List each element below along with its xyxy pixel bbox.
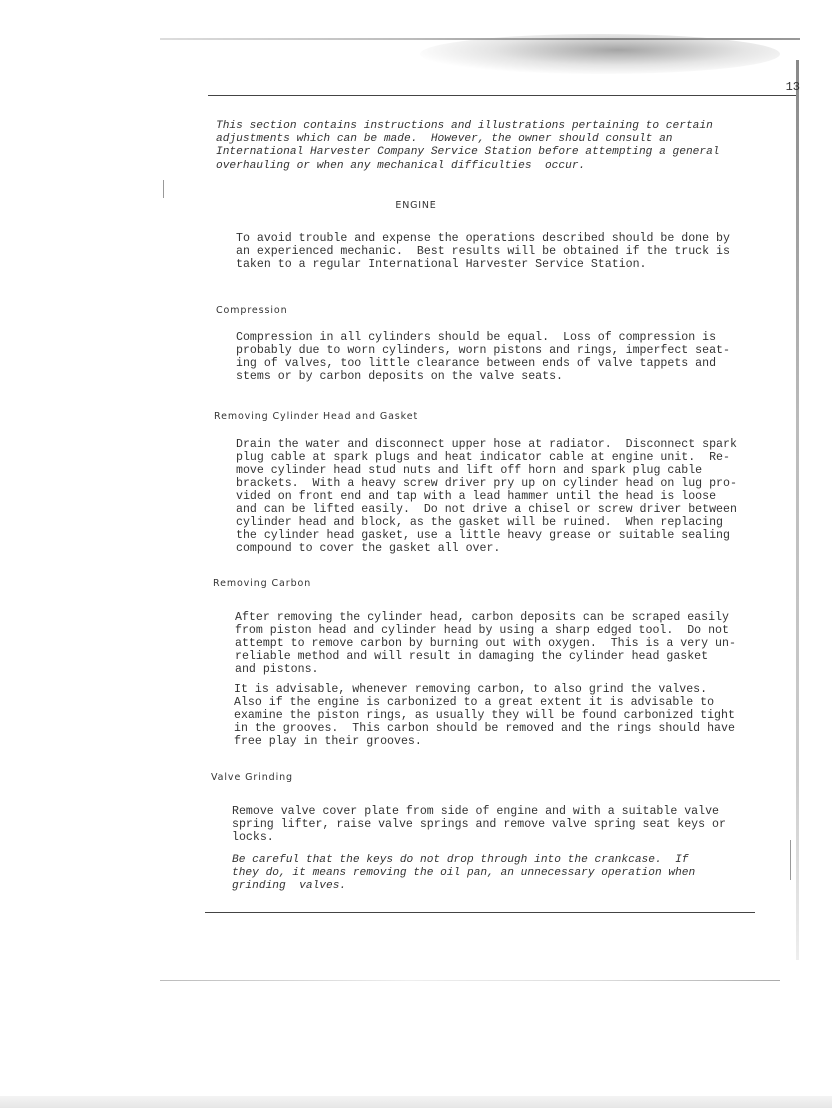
cylinder-head-heading: Removing Cylinder Head and Gasket (214, 411, 419, 422)
text-line: Compression in all cylinders should be equal. Loss of compression is (236, 331, 717, 344)
text-line: It is advisable, whenever removing carbon, to also grind the valves. (234, 683, 708, 696)
text-line: stems or by carbon deposits on the valve seats. (236, 370, 563, 383)
note-line: Be careful that the keys do not drop through into the crankcase. If (232, 854, 689, 866)
text-line: examine the piston rings, as usually they will be found carbonized tight (234, 709, 735, 722)
carbon-heading: Removing Carbon (213, 578, 312, 589)
valve-grinding-heading: Valve Grinding (211, 772, 293, 783)
compression-heading: Compression (216, 305, 288, 316)
text-line: ing of valves, too little clearance between ends of valve tappets and (236, 357, 717, 370)
intro-line: This section contains instructions and illustrations pertaining to certain (216, 120, 713, 132)
cylinder-head-paragraph (236, 438, 796, 555)
intro-line: adjustments which can be made. However, the owner should consult an (216, 133, 673, 146)
carbon-paragraph-2 (234, 683, 794, 748)
text-line: and can be lifted easily. Do not drive a chisel or screw driver between (236, 503, 737, 516)
page-edge-right (796, 60, 799, 960)
compression-paragraph (236, 331, 796, 383)
text-line: taken to a regular International Harvester Service Station. (236, 258, 647, 271)
note-line: grinding valves. (232, 880, 347, 892)
text-line: and pistons. (235, 663, 319, 676)
text-line: vided on front end and tap with a lead hammer until the head is loose (236, 490, 717, 503)
text-line: spring lifter, raise valve springs and remove valve spring seat keys or (232, 818, 726, 831)
note-line: they do, it means removing the oil pan, an unnecessary operation when (232, 867, 696, 879)
text-line: probably due to worn cylinders, worn pistons and rings, imperfect seat- (236, 344, 730, 357)
footer-rule (205, 912, 755, 913)
text-line: reliable method and will result in damaging the cylinder head gasket (235, 650, 709, 663)
text-line: brackets. With a heavy screw driver pry up on cylinder head on lug pro- (236, 477, 737, 490)
text-line: After removing the cylinder head, carbon deposits can be scraped easily (235, 611, 729, 624)
text-line: locks. (232, 831, 274, 844)
text-line: Also if the engine is carbonized to a great extent it is advisable to (234, 696, 715, 709)
page-edge-bottom (160, 980, 780, 981)
text-line: To avoid trouble and expense the operations described should be done by (236, 232, 730, 245)
text-line: free play in their grooves. (234, 735, 422, 748)
intro-paragraph (216, 120, 776, 173)
text-line: Remove valve cover plate from side of engine and with a suitable valve (232, 805, 720, 818)
text-line: the cylinder head gasket, use a little heavy grease or suitable sealing (236, 529, 730, 542)
intro-line: International Harvester Company Service Station before attempting a general (216, 146, 720, 159)
text-line: compound to cover the gasket all over. (236, 542, 501, 555)
scan-bottom-bar (0, 1096, 832, 1108)
valve-grinding-paragraph (232, 805, 792, 844)
intro-line: overhauling or when any mechanical difficulties occur. (216, 159, 586, 172)
text-line: from piston head and cylinder head by using a sharp edged tool. Do not (235, 624, 729, 637)
page-number: 13 (785, 80, 800, 94)
text-line: move cylinder head stud nuts and lift off horn and spark plug cable (236, 464, 703, 477)
text-line: an experienced mechanic. Best results will be obtained if the truck is (236, 245, 730, 258)
valve-grinding-note (232, 854, 792, 893)
header-rule (208, 95, 796, 96)
section-title: ENGINE (395, 200, 437, 211)
engine-paragraph (236, 232, 796, 271)
margin-mark (163, 180, 164, 198)
text-line: in the grooves. This carbon should be removed and the rings should have (234, 722, 735, 735)
text-line: cylinder head and block, as the gasket will be ruined. When replacing (236, 516, 724, 529)
scan-smudge (420, 34, 780, 74)
text-line: plug cable at spark plugs and heat indicator cable at engine unit. Re- (236, 451, 730, 464)
text-line: attempt to remove carbon by burning out with oxygen. This is a very un- (235, 637, 736, 650)
carbon-paragraph-1 (235, 611, 795, 676)
text-line: Drain the water and disconnect upper hose at radiator. Disconnect spark (236, 438, 737, 451)
